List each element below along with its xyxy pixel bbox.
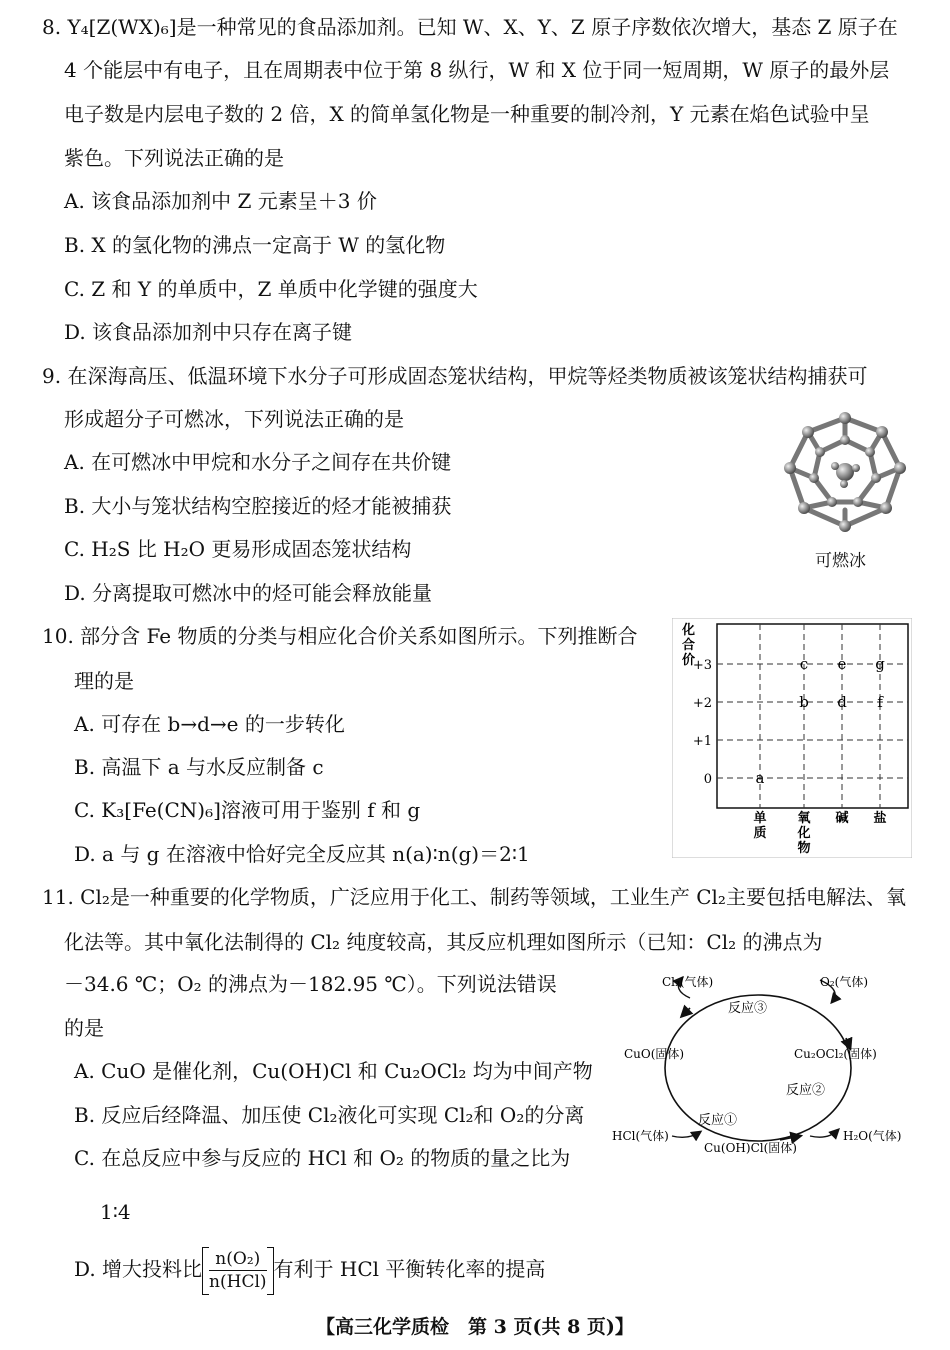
q10-stem-line1: 10. 部分含 Fe 物质的分类与相应化合价关系如图所示。下列推断合 <box>42 624 638 648</box>
point-a: a <box>755 769 765 787</box>
plot-area <box>717 624 908 808</box>
reaction3-label: 反应③ <box>728 1001 768 1016</box>
x-category-label: 单质 <box>753 811 767 841</box>
x-category-label: 碱 <box>835 811 849 826</box>
hcl-gas-label: HCl(气体) <box>612 1129 669 1143</box>
cycle-ring <box>665 995 851 1141</box>
page-footer: 【高三化学质检 第 3 页(共 8 页)】 <box>316 1316 634 1338</box>
combustible-ice-cage-image <box>778 410 912 534</box>
q11-option-c-ratio: 1∶4 <box>100 1200 131 1224</box>
q11-option-d-suffix: 有利于 HCl 平衡转化率的提高 <box>273 1257 546 1281</box>
point-b: b <box>799 693 809 711</box>
q8-stem-line1: 8. Y₄[Z(WX)₆]是一种常见的食品添加剂。已知 W、X、Y、Z 原子序数依次增大，基态 Z 原子在 <box>42 15 898 39</box>
q9-stem-line1: 9. 在深海高压、低温环境下水分子可形成固态笼状结构，甲烷等烃类物质被该笼状结构捕获可 <box>42 364 868 388</box>
q9-option-d: D. 分离提取可燃冰中的烃可能会释放能量 <box>64 581 433 605</box>
cl2-gas-label: Cl₂(气体) <box>662 975 714 989</box>
q11-stem-line3: －34.6 ℃；O₂ 的沸点为－182.95 ℃）。下列说法错误 <box>64 972 557 996</box>
q9-stem-line2: 形成超分子可燃冰，下列说法正确的是 <box>64 407 404 431</box>
y-tick-label: 0 <box>703 772 712 787</box>
q11-stem-line1: 11. Cl₂是一种重要的化学物质，广泛应用于化工、制药等领域，工业生产 Cl₂主要包括电解法、氧 <box>42 885 906 909</box>
reaction2-label: 反应② <box>786 1083 826 1098</box>
hcl-input-arrow <box>672 1132 700 1137</box>
q8-stem-line4: 紫色。下列说法正确的是 <box>64 146 284 170</box>
q9-option-a: A. 在可燃冰中甲烷和水分子之间存在共价键 <box>64 450 452 474</box>
fraction-numerator: n(O₂) <box>209 1248 266 1271</box>
x-category-label: 氧化物 <box>797 811 811 856</box>
q10-option-d: D. a 与 g 在溶液中恰好完全反应其 n(a)∶n(g)＝2∶1 <box>74 842 530 866</box>
cu2ocl2-solid-label: Cu₂OCl₂(固体) <box>794 1047 877 1061</box>
q11-option-a: A. CuO 是催化剂，Cu(OH)Cl 和 Cu₂OCl₂ 均为中间产物 <box>74 1059 593 1083</box>
chart-ylabel: 化合价 <box>682 623 696 668</box>
fe-valence-chart <box>672 618 912 858</box>
y-tick-label: +3 <box>692 658 712 673</box>
point-f: f <box>877 693 883 711</box>
fraction-denominator: n(HCl) <box>209 1272 267 1292</box>
q11-option-d-prefix: D. 增大投料比 <box>74 1257 203 1281</box>
q8-option-b: B. X 的氢化物的沸点一定高于 W 的氢化物 <box>64 233 446 257</box>
left-bracket <box>202 1247 209 1295</box>
reaction1-label: 反应① <box>698 1113 738 1128</box>
combustible-ice-caption: 可燃冰 <box>815 551 866 571</box>
q10-option-c: C. K₃[Fe(CN)₆]溶液可用于鉴别 f 和 g <box>74 798 421 822</box>
q9-option-c: C. H₂S 比 H₂O 更易形成固态笼状结构 <box>64 537 412 561</box>
q11-option-d <box>74 1244 545 1298</box>
q10-stem-line2: 理的是 <box>74 669 134 693</box>
y-tick-label: +1 <box>692 734 712 749</box>
cuo-solid-label: CuO(固体) <box>624 1047 685 1061</box>
q8-stem-line2: 4 个能层中有电子，且在周期表中位于第 8 纵行，W 和 X 位于同一短周期，W 原子的最外层 <box>64 58 890 82</box>
point-d: d <box>837 693 847 711</box>
h2o-release-arrow <box>810 1130 838 1137</box>
q11-stem-line4: 的是 <box>64 1016 104 1040</box>
q10-option-b: B. 高温下 a 与水反应制备 c <box>74 755 324 779</box>
point-c: c <box>799 655 809 673</box>
right-bracket <box>267 1247 274 1295</box>
feed-ratio-fraction <box>209 1248 266 1293</box>
q11-stem-line2: 化法等。其中氧化法制得的 Cl₂ 纯度较高，其反应机理如图所示（已知：Cl₂ 的沸点为 <box>64 930 823 954</box>
q8-option-c: C. Z 和 Y 的单质中，Z 单质中化学键的强度大 <box>64 277 478 301</box>
point-g: g <box>875 655 885 673</box>
q9-option-b: B. 大小与笼状结构空腔接近的烃才能被捕获 <box>64 494 452 518</box>
q11-option-c: C. 在总反应中参与反应的 HCl 和 O₂ 的物质的量之比为 <box>74 1146 571 1170</box>
q8-option-d: D. 该食品添加剂中只存在离子键 <box>64 320 353 344</box>
q10-option-a: A. 可存在 b→d→e 的一步转化 <box>74 712 345 736</box>
h2o-gas-label: H₂O(气体) <box>843 1129 902 1143</box>
o2-gas-label: O₂(气体) <box>820 975 869 989</box>
cuohcl-solid-label: Cu(OH)Cl(固体) <box>704 1141 797 1155</box>
x-category-label: 盐 <box>873 811 887 826</box>
q11-option-b: B. 反应后经降温、加压使 Cl₂液化可实现 Cl₂和 O₂的分离 <box>74 1103 585 1127</box>
cycle-arrow-left <box>682 1008 690 1016</box>
y-tick-label: +2 <box>692 696 712 711</box>
q8-stem-line3: 电子数是内层电子数的 2 倍，X 的简单氢化物是一种重要的制冷剂，Y 元素在焰色试验中呈 <box>64 102 870 126</box>
reaction-cycle-diagram <box>610 968 915 1168</box>
q8-option-a: A. 该食品添加剂中 Z 元素呈＋3 价 <box>64 189 377 213</box>
point-e: e <box>837 655 847 673</box>
